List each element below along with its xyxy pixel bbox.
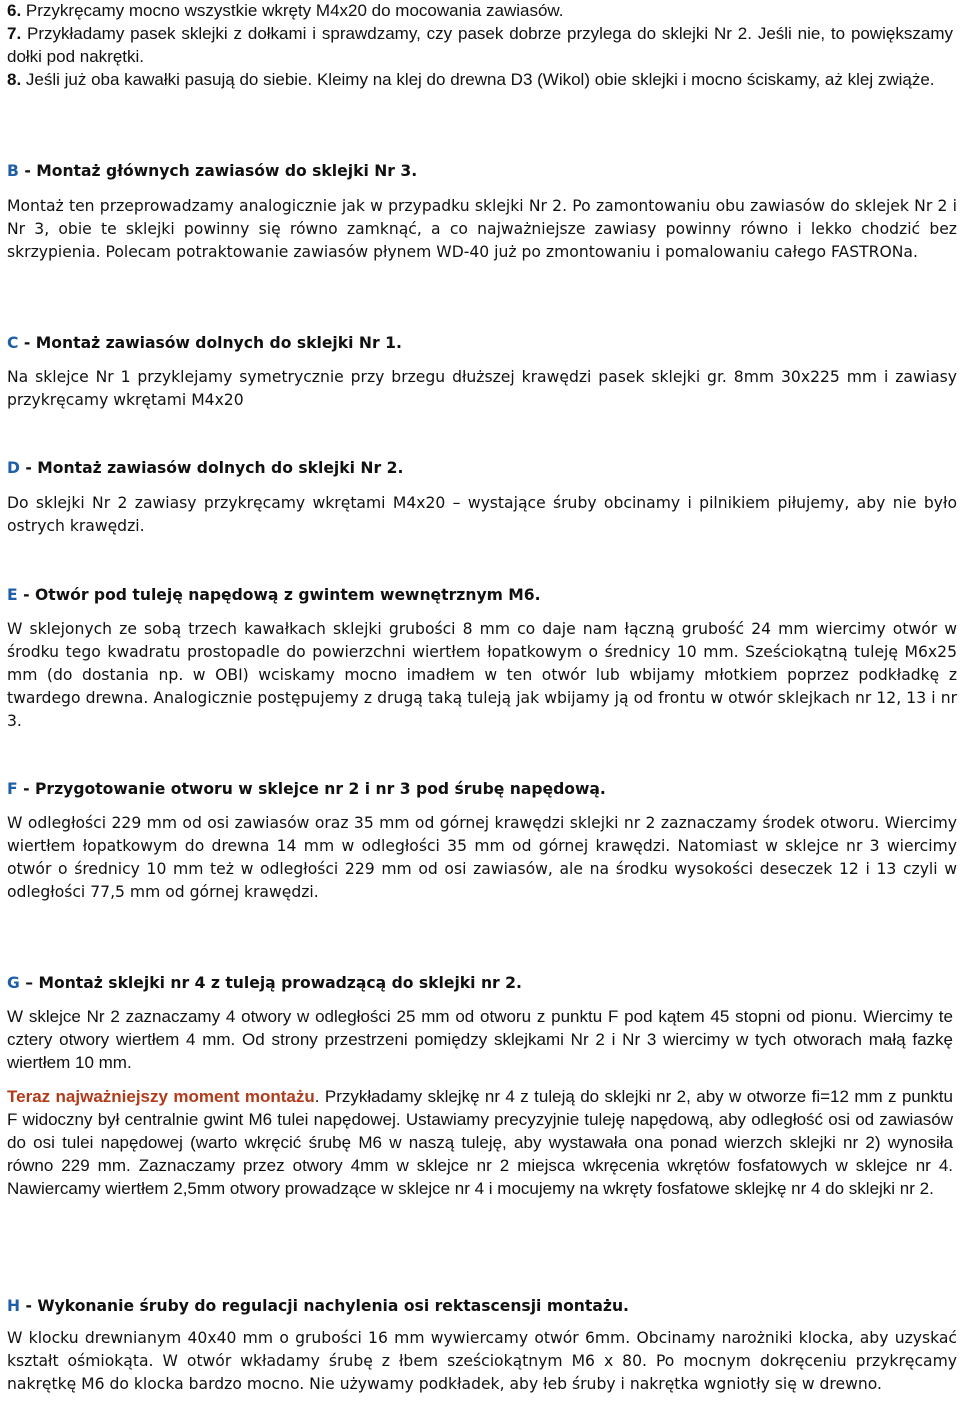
list-item-6 [7, 0, 953, 22]
section-title: - Montaż zawiasów dolnych do sklejki Nr 1. [18, 334, 402, 352]
section-heading-e [7, 584, 541, 607]
section-title: - Montaż zawiasów dolnych do sklejki Nr 2. [19, 459, 404, 477]
item-text: Przykładamy pasek sklejki z dołkami i sprawdzamy, czy pasek dobrze przylega do sklejki Nr 2. Jeśli nie, to powiększamy dołki pod nakrętki. [7, 24, 953, 66]
section-heading-h [7, 1295, 629, 1318]
section-heading-d [7, 457, 403, 480]
section-heading-g [7, 972, 522, 995]
section-body-d: Do sklejki Nr 2 zawiasy przykręcamy wkrętami M4x20 – wystające śruby obcinamy i pilnikiem piłujemy, aby nie było ostrych krawędzi. [7, 494, 957, 535]
section-title: - Montaż głównych zawiasów do sklejki Nr 3. [18, 162, 418, 180]
item-number: 8. [7, 70, 22, 89]
item-number: 6. [7, 1, 22, 20]
section-letter: G [7, 974, 20, 992]
item-text: Jeśli już oba kawałki pasują do siebie. Kleimy na klej do drewna D3 (Wikol) obie sklejki i mocno ściskamy, aż klej zwiąże. [21, 70, 935, 89]
item-text: Przykręcamy mocno wszystkie wkręty M4x20 do mocowania zawiasów. [21, 1, 564, 20]
section-heading-b [7, 160, 417, 183]
section-letter: F [7, 780, 18, 798]
section-letter: B [7, 162, 19, 180]
section-body-b: Montaż ten przeprowadzamy analogicznie jak w przypadku sklejki Nr 2. Po zamontowaniu obu zawiasów do sklejek Nr 2 i Nr 3, obie te sklejki powinny się równo zamknąć, a co najważniejsze zawiasy powinny równo i lekko chodzić bez skrzypienia. Polecam potraktowanie zawiasów płynem WD-40 już po zmontowaniu i pomalowaniu całego FASTRONa. [7, 197, 957, 261]
section-title: - Przygotowanie otworu w sklejce nr 2 i nr 3 pod śrubę napędową. [17, 780, 606, 798]
list-item-8 [7, 68, 953, 91]
section-letter: C [7, 334, 19, 352]
section-title: – Montaż sklejki nr 4 z tuleją prowadzącą do sklejki nr 2. [19, 974, 522, 992]
section-body-c: Na sklejce Nr 1 przyklejamy symetrycznie przy brzegu dłuższej krawędzi pasek sklejki gr. 8mm 30x225 mm i zawiasy przykręcamy wkrętami M4x20 [7, 368, 957, 409]
section-heading-f [7, 778, 606, 801]
section-title: - Otwór pod tuleję napędową z gwintem wewnętrznym M6. [17, 586, 541, 604]
section-letter: D [7, 459, 20, 477]
section-body-g-2 [7, 1085, 953, 1200]
section-title: - Wykonanie śruby do regulacji nachylenia osi rektascensji montażu. [20, 1297, 629, 1315]
item-number: 7. [7, 24, 22, 43]
section-body-e: W sklejonych ze sobą trzech kawałkach sklejki grubości 8 mm co daje nam łączną grubość 24 mm wiercimy otwór w środku tego kwadratu prostopadle do powierzchni wiertłem łopatkowym o średnicy 10 mm. Sześciokątną tuleję M6x25 mm (do dostania np. w OBI) wciskamy mocno imadłem w ten otwór lub wbijamy młotkiem poprzez podkładkę z twardego drewna. Analogicznie postępujemy z drugą taką tuleją jak wbijamy ją od frontu w otwór sklejkach nr 12, 13 i nr 3. [7, 620, 957, 730]
highlight-continuation: . Przykładamy sklejkę nr 4 z tuleją do sklejki nr 2, aby w otworze fi=12 mm z punktu F widoczny był centralnie gwint M6 tulei napędowej. Ustawiamy precyzyjnie tuleję napędową, aby odległość osi od zawiasów do osi tulei napędowej (warto wkręcić śrubę M6 w naszą tuleję, aby wystawała ona ponad wierzch sklejki nr 2) wynosiła równo 229 mm. Zaznaczamy przez otwory 4mm w sklejce nr 2 miejsca wkręcenia wkrętów fosfatowych w sklejce nr 4. Nawiercamy wiertłem 2,5mm otwory prowadzące w sklejce nr 4 i mocujemy na wkręty fosfatowe sklejkę nr 4 do sklejki nr 2. [7, 1087, 953, 1198]
section-body-h: W klocku drewnianym 40x40 mm o grubości 16 mm wywiercamy otwór 6mm. Obcinamy narożniki klocka, aby uzyskać kształt ośmiokąta. W otwór wkładamy śrubę z łbem sześciokątnym M6 x 80. Po mocnym dokręceniu przykręcamy nakrętkę M6 do klocka bardzo mocno. Nie używamy podkładek, aby łeb śruby i nakrętka wgniotły się w drewno. [7, 1329, 957, 1393]
important-highlight: Teraz najważniejszy moment montażu [7, 1087, 315, 1106]
section-body-f: W odległości 229 mm od osi zawiasów oraz 35 mm od górnej krawędzi sklejki nr 2 zaznaczamy środek otworu. Wiercimy wiertłem łopatkowym do drewna 14 mm w odległości 35 mm od górnej krawędzi. Natomiast w sklejce nr 3 wiercimy otwór o średnicy 10 mm też w odległości 229 mm od osi zawiasów, ale na środku wysokości deseczek 12 i 13 czyli w odległości 77,5 mm od górnej krawędzi. [7, 814, 957, 901]
list-item-7 [7, 22, 953, 68]
section-heading-c [7, 332, 402, 355]
section-letter: H [7, 1297, 21, 1315]
section-body-g: W sklejce Nr 2 zaznaczamy 4 otwory w odległości 25 mm od otworu z punktu F pod kątem 45 stopni od pionu. Wiercimy te cztery otwory wiertłem 4 mm. Od strony przestrzeni pomiędzy sklejkami Nr 2 i Nr 3 wiercimy w tych otworach małą fazkę wiertłem 10 mm. [7, 1007, 953, 1072]
section-letter: E [7, 586, 18, 604]
